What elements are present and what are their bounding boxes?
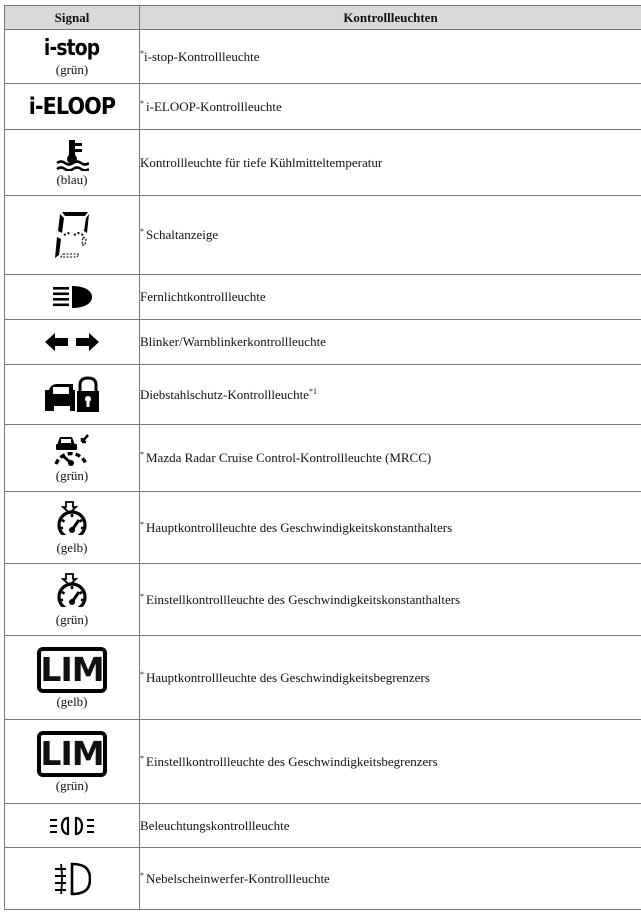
footnote-mark: *1 [308,386,317,396]
table-row [5,848,641,910]
table-row [5,196,641,275]
description-cell [140,848,641,910]
speed-limiter-icon: LIM [37,647,107,693]
signal-cell [5,196,140,275]
signal-cell [5,30,140,84]
description-text: Schaltanzeige [146,227,219,242]
description-text: Hauptkontrollleuchte des Geschwindigkeitsbegrenzers [146,669,430,685]
table-row [5,275,641,320]
color-note: (gelb) [56,539,88,555]
table-row [5,84,641,130]
asterisk-mark: * [140,591,146,601]
description-text: Diebstahlschutz-Kontrollleuchte [140,386,309,402]
signal-cell [5,804,140,848]
description-cell [140,636,641,720]
table-row [5,492,641,564]
signal-cell [5,425,140,492]
description-cell [140,804,641,848]
description-cell [140,196,641,275]
description-text: Nebelscheinwerfer-Kontrollleuchte [146,870,330,886]
signal-cell [5,848,140,910]
asterisk-mark: * [140,98,146,108]
signal-cell [5,275,140,320]
table-row [5,564,641,636]
cruise-control-icon [55,573,89,611]
description-cell [140,720,641,804]
color-note: (gelb) [56,693,88,709]
description-text: Mazda Radar Cruise Control-Kontrollleuchte (MRCC) [146,450,432,465]
fog-light-icon [53,861,91,897]
asterisk-mark: * [140,870,146,880]
color-note: (grün) [55,468,89,483]
shift-indicator-icon [52,209,92,261]
table-row [5,425,641,492]
table-row [5,804,641,848]
description-cell [140,425,641,492]
description-text: Beleuchtungskontrollleuchte [140,817,290,833]
description-cell [140,30,641,84]
table-row [5,130,641,196]
lighting-indicator-icon [48,816,96,836]
description-cell [140,564,641,636]
low-coolant-temperature-icon [55,139,89,171]
asterisk-mark: * [140,227,146,236]
warning-lights-table [4,5,641,910]
description-cell [140,320,641,365]
signal-cell [5,84,140,130]
description-cell [140,275,641,320]
description-cell [140,130,641,196]
asterisk-mark: * [140,48,144,58]
speed-limiter-icon: LIM [37,731,107,777]
description-cell [140,365,641,425]
description-text: i-ELOOP-Kontrollleuchte [146,98,282,114]
asterisk-mark: * [140,669,146,679]
description-cell [140,84,641,130]
signal-cell [5,720,140,804]
table-row [5,320,641,365]
radar-cruise-icon [51,433,93,467]
signal-cell [5,564,140,636]
security-lock-icon [43,376,101,414]
i-stop-icon: i-stop [44,35,100,61]
color-note: (grün) [55,611,89,627]
table-row [5,30,641,84]
signal-cell [5,130,140,196]
asterisk-mark: * [140,519,146,529]
description-text: Kontrollleuchte für tiefe Kühlmitteltemperatur [140,154,383,170]
table-row [5,365,641,425]
signal-cell [5,636,140,720]
table-row [5,636,641,720]
description-text: i-stop-Kontrollleuchte [144,48,260,64]
signal-cell [5,365,140,425]
description-text: Einstellkontrollleuchte des Geschwindigkeitskonstanthalters [146,591,461,607]
high-beam-icon [51,285,93,309]
description-text: Blinker/Warnblinkerkontrollleuchte [140,334,326,349]
asterisk-mark: * [140,753,146,763]
color-note: (grün) [55,61,89,77]
header-lights: Kontrollleuchten [140,6,641,30]
table-row [5,720,641,804]
description-text: Einstellkontrollleuchte des Geschwindigkeitsbegrenzers [146,753,438,769]
description-text: Hauptkontrollleuchte des Geschwindigkeitskonstanthalters [146,519,453,535]
description-cell [140,492,641,564]
turn-signal-icon [44,332,100,352]
header-row [5,6,641,30]
description-text: Fernlichtkontrollleuchte [140,289,266,304]
asterisk-mark: * [140,450,146,459]
signal-cell [5,492,140,564]
color-note: (grün) [55,777,89,793]
color-note: (blau) [56,171,88,187]
signal-cell [5,320,140,365]
i-eloop-icon: i-ELOOP [28,93,116,120]
header-signal: Signal [5,6,140,30]
cruise-control-icon [55,501,89,539]
